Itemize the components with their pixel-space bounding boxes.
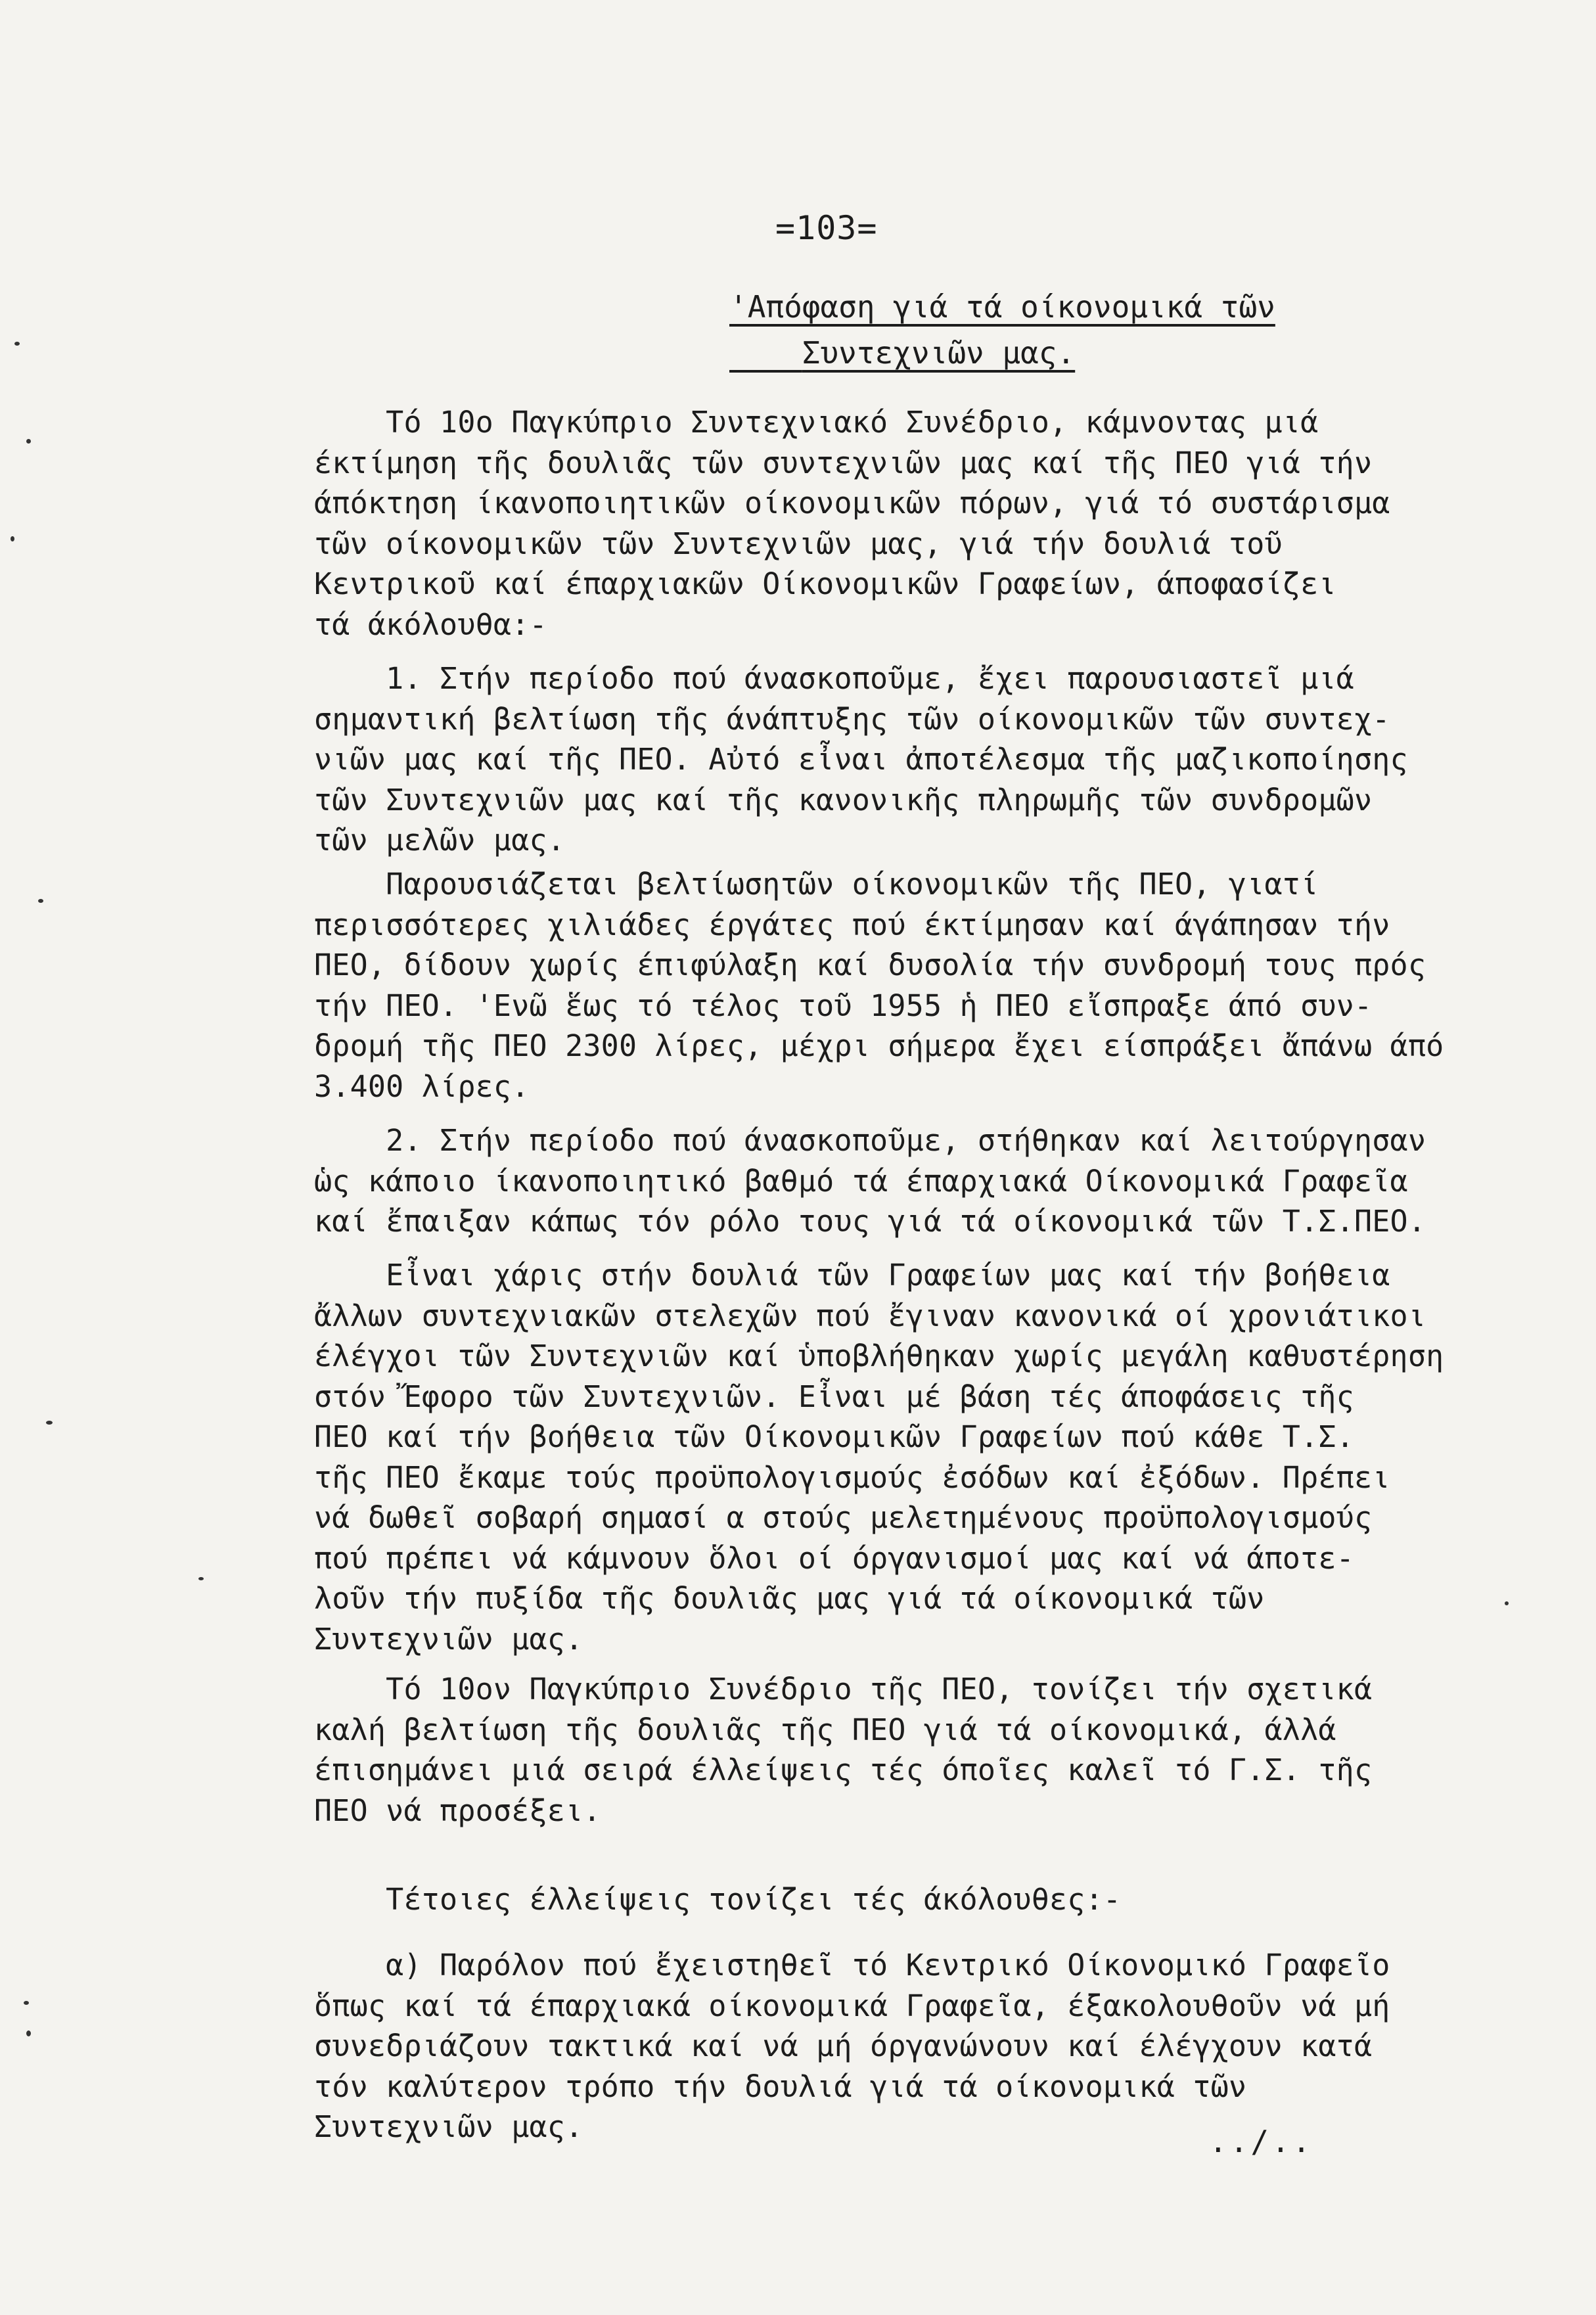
text-line: τῶν οίκονομικῶν τῶν Συντεχνιῶν μας, γιά τήν δουλιά τοῦ — [314, 526, 1283, 561]
scan-speck — [198, 1577, 204, 1580]
text-line: περισσότερες χιλιάδες έργάτες πού έκτίμησαν καί άγάπησαν τήν — [314, 907, 1390, 942]
paragraph-1 — [314, 658, 1595, 861]
paragraph-2 — [314, 1120, 1595, 1242]
text-line: Τό 10ον Παγκύπριο Συνέδριο τῆς ΠΕΟ, τονίζει τήν σχετικά — [314, 1672, 1373, 1707]
paragraph-shortcomings-intro — [314, 1879, 1595, 1920]
text-line: στόν Ἔφορο τῶν Συντεχνιῶν. Εἶναι μέ βάση τές άποφάσεις τῆς — [314, 1379, 1354, 1414]
text-line: τῶν μελῶν μας. — [314, 823, 566, 858]
text-line: τά άκόλουθα:- — [314, 607, 547, 642]
text-line: ΠΕΟ, δίδουν χωρίς έπιφύλαξη καί δυσολία τήν συνδρομή τους πρός — [314, 948, 1426, 982]
text-line: Εἶναι χάρις στήν δουλιά τῶν Γραφείων μας καί τήν βοήθεια — [314, 1258, 1390, 1293]
text-line: Συντεχνιῶν μας. — [314, 2109, 583, 2144]
text-line: Τό 10ο Παγκύπριο Συντεχνιακό Συνέδριο, κάμνοντας μιά — [314, 405, 1319, 440]
title-line-2: Συντεχνιῶν μας. — [802, 335, 1076, 371]
text-line: νιῶν μας καί τῆς ΠΕΟ. Αὐτό εἶναι ἀποτέλεσμα τῆς μαζικοποίησης — [314, 742, 1408, 777]
text-line: έλέγχοι τῶν Συντεχνιῶν καί ὑποβλήθηκαν χωρίς μεγάλη καθυστέρηση — [314, 1339, 1444, 1373]
text-line: καί ἔπαιξαν κάπως τόν ρόλο τους γιά τά οίκονομικά τῶν Τ.Σ.ΠΕΟ. — [314, 1204, 1426, 1239]
text-line: ΠΕΟ καί τήν βοήθεια τῶν Οίκονομικῶν Γραφείων πού κάθε Τ.Σ. — [314, 1419, 1354, 1454]
scan-speck — [38, 899, 43, 903]
text-line: ὅπως καί τά έπαρχιακά οίκονομικά Γραφεῖα, έξακολουθοῦν νά μή — [314, 1988, 1390, 2023]
text-line: δρομή τῆς ΠΕΟ 2300 λίρες, μέχρι σήμερα ἔχει είσπράξει ἄπάνω άπό — [314, 1028, 1444, 1063]
text-line: 1. Στήν περίοδο πού άνασκοποῦμε, ἔχει παρουσιαστεῖ μιά — [314, 661, 1354, 696]
text-line: τῶν Συντεχνιῶν μας καί τῆς κανονικῆς πληρωμῆς τῶν συνδρομῶν — [314, 782, 1373, 817]
text-line: τήν ΠΕΟ. 'Ενῶ ἕως τό τέλος τοῦ 1955 ἡ ΠΕΟ εἴσπραξε άπό συν- — [314, 988, 1373, 1023]
text-line: Συντεχνιῶν μας. — [314, 1621, 583, 1657]
text-line: ἄλλων συντεχνιακῶν στελεχῶν πού ἔγιναν κανονικά οί χρονιάτικοι — [314, 1298, 1426, 1333]
title-line-1: 'Απόφαση γιά τά οίκονομικά τῶν — [729, 289, 1275, 325]
paragraph-a — [314, 1945, 1595, 2147]
scan-speck — [1505, 1601, 1509, 1605]
text-line: τόν καλύτερον τρόπο τήν δουλιά γιά τά οίκονομικά τῶν — [314, 2069, 1247, 2104]
scan-speck — [14, 342, 20, 346]
text-line: Τέτοιες έλλείψεις τονίζει τές άκόλουθες:- — [314, 1882, 1122, 1917]
paragraph-intro — [314, 402, 1595, 645]
text-line: έκτίμηση τῆς δουλιᾶς τῶν συντεχνιῶν μας καί τῆς ΠΕΟ γιά τήν — [314, 445, 1373, 480]
text-line: τῆς ΠΕΟ ἔκαμε τούς προϋπολογισμούς ἐσόδων καί ἐξόδων. Πρέπει — [314, 1459, 1390, 1495]
text-line: νά δωθεῖ σοβαρή σημασί α στούς μελετημένους προϋπολογισμούς — [314, 1500, 1373, 1535]
scan-speck — [26, 439, 31, 444]
text-line: Κεντρικοῦ καί έπαρχιακῶν Οίκονομικῶν Γραφείων, άποφασίζει — [314, 566, 1336, 601]
paragraph-1b — [314, 864, 1595, 1107]
scan-speck — [46, 1421, 53, 1425]
text-line: έπισημάνει μιά σειρά έλλείψεις τές όποῖες καλεῖ τό Γ.Σ. τῆς — [314, 1753, 1373, 1787]
scan-speck — [11, 536, 14, 541]
text-line: λοῦν τήν πυξίδα τῆς δουλιᾶς μας γιά τά οίκονομικά τῶν — [314, 1581, 1265, 1616]
scan-speck — [24, 2001, 29, 2005]
text-line: πού πρέπει νά κάμνουν ὅλοι οί όργανισμοί μας καί νά άποτε- — [314, 1540, 1354, 1576]
text-line: ΠΕΟ νά προσέξει. — [314, 1793, 601, 1828]
text-line: 3.400 λίρες. — [314, 1068, 530, 1104]
document-title — [729, 284, 1275, 376]
text-line: α) Παρόλον πού ἔχειστηθεῖ τό Κεντρικό Οίκονομικό Γραφεῖο — [314, 1948, 1390, 1983]
text-line: άπόκτηση ίκανοποιητικῶν οίκονομικῶν πόρων, γιά τό συστάρισμα — [314, 486, 1390, 520]
text-line: 2. Στήν περίοδο πού άνασκοποῦμε, στήθηκαν καί λειτούργησαν — [314, 1123, 1426, 1158]
paragraph-2b — [314, 1255, 1595, 1659]
text-line: σημαντική βελτίωση τῆς άνάπτυξης τῶν οίκονομικῶν τῶν συντεχ- — [314, 701, 1390, 737]
scan-speck — [26, 2030, 31, 2036]
text-line: συνεδριάζουν τακτικά καί νά μή όργανώνουν καί έλέγχουν κατά — [314, 2028, 1373, 2063]
paragraph-3 — [314, 1669, 1595, 1831]
text-line: Παρουσιάζεται βελτίωσητῶν οίκονομικῶν τῆς ΠΕΟ, γιατί — [314, 867, 1319, 902]
continuation-marker: ../.. — [1209, 2124, 1313, 2159]
page-number: =103= — [775, 209, 878, 247]
text-line: καλή βελτίωση τῆς δουλιᾶς τῆς ΠΕΟ γιά τά οίκονομικά, άλλά — [314, 1712, 1336, 1747]
text-line: ὡς κάποιο ίκανοποιητικό βαθμό τά έπαρχιακά Οίκονομικά Γραφεῖα — [314, 1163, 1408, 1199]
